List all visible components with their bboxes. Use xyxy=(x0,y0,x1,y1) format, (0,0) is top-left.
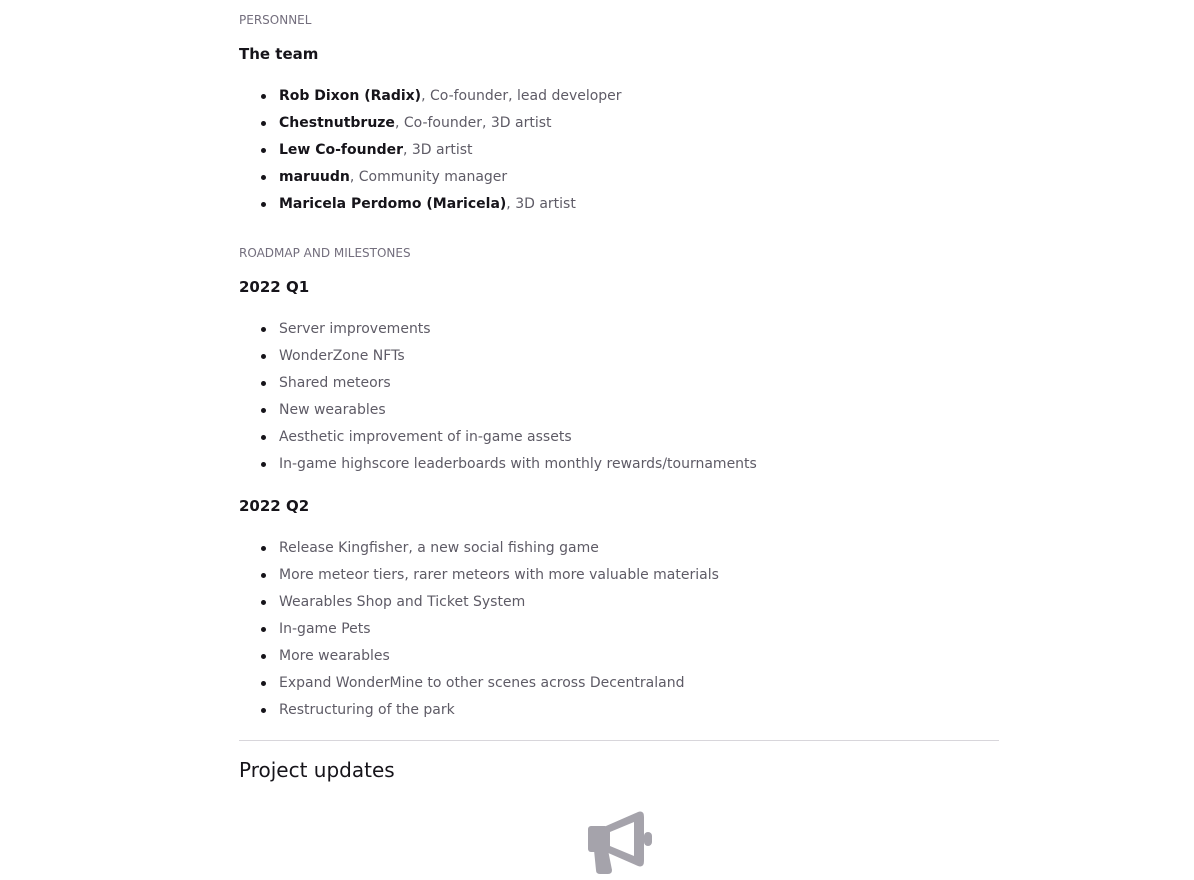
milestone-item xyxy=(239,428,757,455)
bullet-dot xyxy=(261,175,266,180)
milestone-item-text: Aesthetic improvement of in-game assets xyxy=(279,429,572,445)
milestone-item-text: Release Kingfisher, a new social fishing game xyxy=(279,540,599,556)
milestone-item xyxy=(239,674,719,701)
milestone-item xyxy=(239,701,719,728)
milestone-heading: 2022 Q1 xyxy=(239,278,310,296)
bullet-dot xyxy=(261,654,266,659)
milestone-item-text: Restructuring of the park xyxy=(279,702,455,718)
milestone-item-text: New wearables xyxy=(279,402,386,418)
personnel-section-label: PERSONNEL xyxy=(239,13,312,27)
bullet-dot xyxy=(261,435,266,440)
milestone-item-text: Wearables Shop and Ticket System xyxy=(279,594,526,610)
milestone-heading: 2022 Q2 xyxy=(239,497,310,515)
bullet-dot xyxy=(261,408,266,413)
milestone-item-text: Server improvements xyxy=(279,321,431,337)
member-name: maruudn xyxy=(279,169,350,185)
milestone-item-text: More wearables xyxy=(279,648,390,664)
milestone-item xyxy=(239,620,719,647)
milestone-list xyxy=(239,539,719,728)
team-member xyxy=(239,168,622,195)
milestone-item xyxy=(239,347,757,374)
bullet-dot xyxy=(261,546,266,551)
milestone-item xyxy=(239,539,719,566)
bullet-dot xyxy=(261,381,266,386)
bullet-dot xyxy=(261,573,266,578)
project-updates-title: Project updates xyxy=(239,758,395,782)
section-divider xyxy=(239,740,999,741)
bullet-dot xyxy=(261,627,266,632)
team-member xyxy=(239,141,622,168)
bullet-dot xyxy=(261,681,266,686)
milestone-item xyxy=(239,401,757,428)
milestone-item xyxy=(239,455,757,482)
milestone-item-text: Shared meteors xyxy=(279,375,391,391)
bullet-dot xyxy=(261,462,266,467)
milestone-item-text: WonderZone NFTs xyxy=(279,348,405,364)
team-member xyxy=(239,195,622,222)
milestone-item-text: More meteor tiers, rarer meteors with more valuable materials xyxy=(279,567,719,583)
member-name: Lew Co-founder xyxy=(279,142,403,158)
member-name: Maricela Perdomo (Maricela) xyxy=(279,196,507,212)
member-role: , Co-founder, 3D artist xyxy=(394,115,552,131)
milestone-item xyxy=(239,374,757,401)
milestone-item xyxy=(239,566,719,593)
bullet-dot xyxy=(261,202,266,207)
member-role: , 3D artist xyxy=(506,196,576,212)
member-role: , 3D artist xyxy=(403,142,473,158)
milestone-item xyxy=(239,647,719,674)
roadmap-section-label: ROADMAP AND MILESTONES xyxy=(239,246,411,260)
megaphone-icon xyxy=(586,808,652,874)
team-member xyxy=(239,87,622,114)
milestone-item xyxy=(239,593,719,620)
milestone-list xyxy=(239,320,757,482)
member-name: Rob Dixon (Radix) xyxy=(279,88,422,104)
team-member xyxy=(239,114,622,141)
bullet-dot xyxy=(261,121,266,126)
milestone-item-text: Expand WonderMine to other scenes across Decentraland xyxy=(279,675,685,691)
milestone-item xyxy=(239,320,757,347)
bullet-dot xyxy=(261,600,266,605)
milestone-item-text: In-game Pets xyxy=(279,621,371,637)
team-heading: The team xyxy=(239,45,319,63)
member-name: Chestnutbruze xyxy=(279,115,395,131)
member-role: , Community manager xyxy=(349,169,508,185)
milestone-item-text: In-game highscore leaderboards with monthly rewards/tournaments xyxy=(279,456,757,472)
bullet-dot xyxy=(261,148,266,153)
team-list xyxy=(239,87,622,222)
member-role: , Co-founder, lead developer xyxy=(421,88,622,104)
bullet-dot xyxy=(261,354,266,359)
bullet-dot xyxy=(261,708,266,713)
bullet-dot xyxy=(261,327,266,332)
bullet-dot xyxy=(261,94,266,99)
